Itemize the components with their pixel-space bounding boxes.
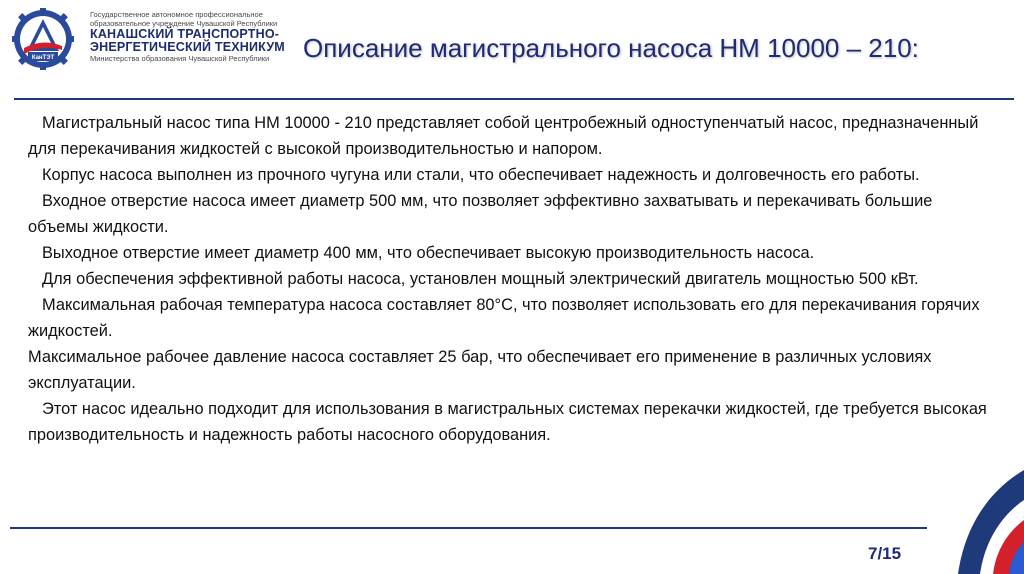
paragraph-3: Входное отверстие насоса имеет диаметр 500 мм, что позволяет эффективно захватывать и перекачивать большие объемы жидкости. bbox=[28, 192, 933, 236]
paragraph-6: Максимальная рабочая температура насоса составляет 80°С, что позволяет использовать его для перекачивания горячих жидкостей. bbox=[28, 296, 980, 340]
slide-body bbox=[28, 110, 988, 448]
college-logo-icon bbox=[12, 8, 74, 70]
slide-header bbox=[0, 0, 1024, 100]
slide-title: Описание магистрального насоса НМ 10000 – 210: bbox=[303, 33, 919, 63]
paragraph-8: Этот насос идеально подходит для использования в магистральных системах перекачки жидкостей, где требуется высокая производительность и надежность работы насосного оборудования. bbox=[28, 400, 987, 444]
org-line-2: образовательное учреждение Чувашской Республики bbox=[90, 19, 278, 28]
logo-text: КанТЭТ bbox=[31, 55, 55, 61]
paragraph-2: Корпус насоса выполнен из прочного чугуна или стали, что обеспечивает надежность и долговечность его работы. bbox=[42, 166, 920, 184]
page-number: 7/15 bbox=[868, 544, 902, 563]
org-line-1: Государственное автономное профессиональное bbox=[90, 10, 263, 19]
organization-block bbox=[90, 10, 290, 63]
footer-divider bbox=[10, 527, 927, 529]
paragraph-4: Выходное отверстие имеет диаметр 400 мм, что обеспечивает высокую производительность насоса. bbox=[42, 244, 815, 262]
org-name-line-1: КАНАШСКИЙ ТРАНСПОРТНО- bbox=[90, 27, 280, 41]
paragraph-5: Для обеспечения эффективной работы насоса, установлен мощный электрический двигатель мощностью 500 кВт. bbox=[42, 270, 919, 288]
corner-swoosh-decoration bbox=[930, 470, 1024, 574]
header-divider bbox=[14, 98, 1014, 100]
paragraph-1: Магистральный насос типа НМ 10000 - 210 представляет собой центробежный одноступенчатый насос, предназначенный для перекачивания жидкостей с высокой производительностью и напором. bbox=[28, 114, 979, 158]
org-ministry: Министерства образования Чувашской Республики bbox=[90, 54, 270, 63]
org-name-line-2: ЭНЕРГЕТИЧЕСКИЙ ТЕХНИКУМ bbox=[90, 40, 285, 54]
paragraph-7: Максимальное рабочее давление насоса составляет 25 бар, что обеспечивает его применение в различных условиях эксплуатации. bbox=[28, 348, 932, 392]
